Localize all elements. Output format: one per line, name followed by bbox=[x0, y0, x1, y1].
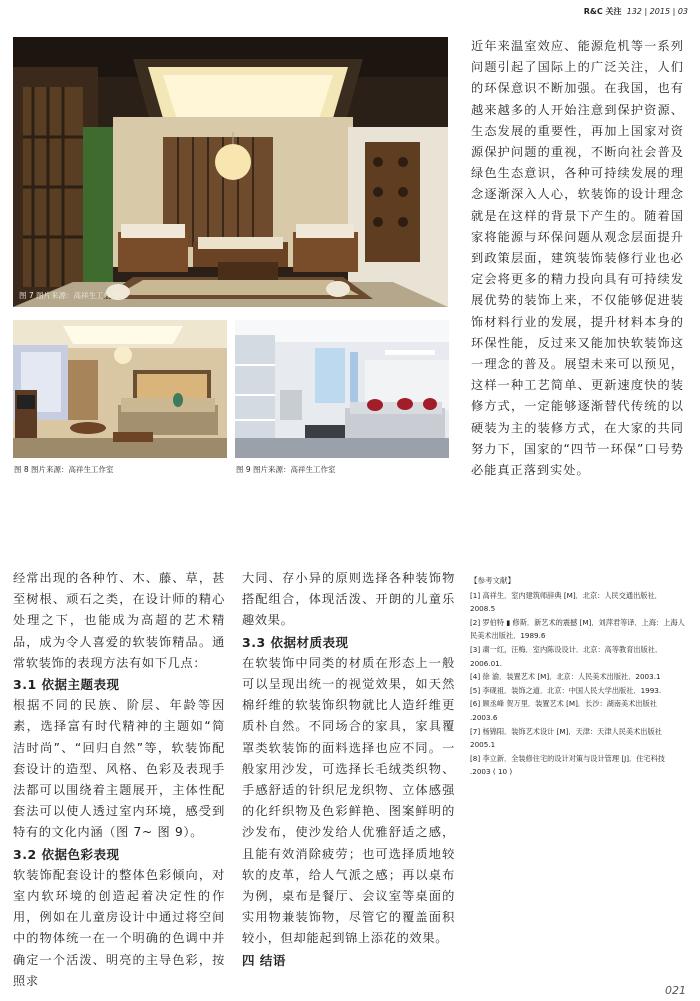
reference-item: [2] 罗伯特 ▮ 修斯．新艺术的震撼 [M]．刘萍君等译．上海：上海人民美术出版社．1989.6 bbox=[470, 617, 685, 641]
column-b bbox=[242, 568, 455, 971]
magazine-brand: R&C 关注 bbox=[583, 7, 622, 16]
paragraph: 根据不同的民族、阶层、年龄等因素，选择富有时代精神的主题如“简洁时尚”、“回归自然”等，软装饰配套设计的造型、风格、色彩及表现手法都可以围绕着主题展开，主体性配套法可以使人透过室内环境，感受到特有的文化内涵（图 7~ 图 9）。 bbox=[13, 698, 225, 840]
column-a bbox=[13, 568, 225, 992]
section-heading-3-2: 3.2 依据色彩表现 bbox=[13, 846, 120, 862]
figure-7-caption: 图 7 图片来源：高祥生工作室 bbox=[19, 291, 119, 300]
figure-9-caption: 图 9 图片来源：高祥生工作室 bbox=[236, 465, 336, 474]
reference-item: [1] 高祥生．室内建筑师辞典 [M]．北京：人民交通出版社．2008.5 bbox=[470, 590, 662, 614]
conclusion-paragraph: 近年来温室效应、能源危机等一系列问题引起了国际上的广泛关注，人们的环保意识不断加强。在我国，也有越来越多的人开始注意到保护资源、生态发展的重要性，再加上国家对资源保护问题的重视，不断向社会普及绿色生态意识，各种可持续发展的理念逐渐深入人心，软装饰的设计理念就是在这样的背景下产生的。随着国家将能源与环保问题从观念层面提升到政策层面，建筑装饰装修行业也必定会将更多的精力投向具有可持续发展优势的装饰上来，不仅能够促进装饰材料行业的发展，提升材料本身的环保性能，反过来又能加快软装饰这一理念的普及。展望未来可以预见，这样一种工艺简单、更新速度快的装修方式，一定能够逐渐替代传统的以硬装为主的装修方式，在大家的共同努力下，国家的“四节一环保”口号势必能真正落到实处。 bbox=[471, 39, 684, 478]
section-heading-3-3: 3.3 依据材质表现 bbox=[242, 634, 349, 650]
references-title: 【参考文献】 bbox=[470, 576, 515, 585]
reference-item: [8] 李立新．全装修住宅的设计对策与设计管理 [J]．住宅科技 .2003 ( 10 ) bbox=[470, 753, 665, 777]
figure-9-photo bbox=[235, 320, 449, 458]
paragraph: 大同、存小异的原则选择各种装饰物搭配组合，体现活泼、开朗的儿童乐趣效果。 bbox=[242, 571, 455, 628]
figure-7-photo bbox=[13, 37, 448, 307]
right-column bbox=[471, 36, 684, 481]
paragraph: 软装饰配套设计的整体色彩倾向，对室内软环境的创造起着决定性的作用，例如在儿童房设计中通过将空间中的物体统一在一个明确的色调中并确定一个活泼、明亮的主导色彩，按照求 bbox=[13, 867, 225, 988]
paragraph: 在软装饰中同类的材质在形态上一般可以呈现出统一的视觉效果，如天然棉纤维的软装饰织物就比人造纤维更质朴自然。不同场合的家具，家具覆罩类软装饰的面料选择也应不同。一般家用沙发，可选择长毛绒类织物、手感舒适的针织尼龙织物、立体感强的化纤织物及色彩鲜艳、图案鲜明的沙发布，使沙发给人优雅舒适之感，且能有效消除疲劳；也可选择质地较软的皮革，给人气派之感；再以桌布为例，桌布是餐厅、会议室等桌面的实用物兼装饰物，尽管它的覆盖面积较小，但却能起到锦上添花的效果。 bbox=[242, 655, 455, 946]
page-header bbox=[584, 6, 688, 17]
reference-item: [4] 徐 渝．装置艺术 [M]．北京：人民美术出版社．2003.1 bbox=[470, 672, 661, 682]
paragraph: 经常出现的各种竹、木、藤、草，甚至树根、顽石之类，在设计师的精心处理之下，也能成为高超的艺术精品，成为令人喜爱的软装饰精品。通常软装饰的表现方法有如下几点： bbox=[13, 571, 225, 670]
references bbox=[470, 574, 685, 779]
page-number: 021 bbox=[665, 984, 686, 997]
section-heading-3-1: 3.1 依据主题表现 bbox=[13, 677, 120, 693]
section-heading-4: 四 结语 bbox=[242, 952, 286, 968]
reference-item: [6] 顾丞峰 贺万里．装置艺术 [M]．长沙：湖南美术出版社 .2003.6 bbox=[470, 699, 657, 722]
reference-item: [7] 杨锦阳．装饰艺术设计 [M]．天津：天津人民美术出版社 2005.1 bbox=[470, 726, 662, 750]
reference-item: [3] 粛一红，汪梅．室内陈设设计．北京：高等教育出版社．2006.01. bbox=[470, 644, 663, 668]
reference-item: [5] 李砚祖．装饰之道．北京：中国人民大学出版社．1993. bbox=[470, 685, 662, 695]
figure-8-photo bbox=[13, 320, 227, 458]
issue-info: 132 | 2015 | 03 bbox=[626, 7, 688, 16]
figure-8-caption: 图 8 图片来源：高祥生工作室 bbox=[14, 465, 114, 474]
